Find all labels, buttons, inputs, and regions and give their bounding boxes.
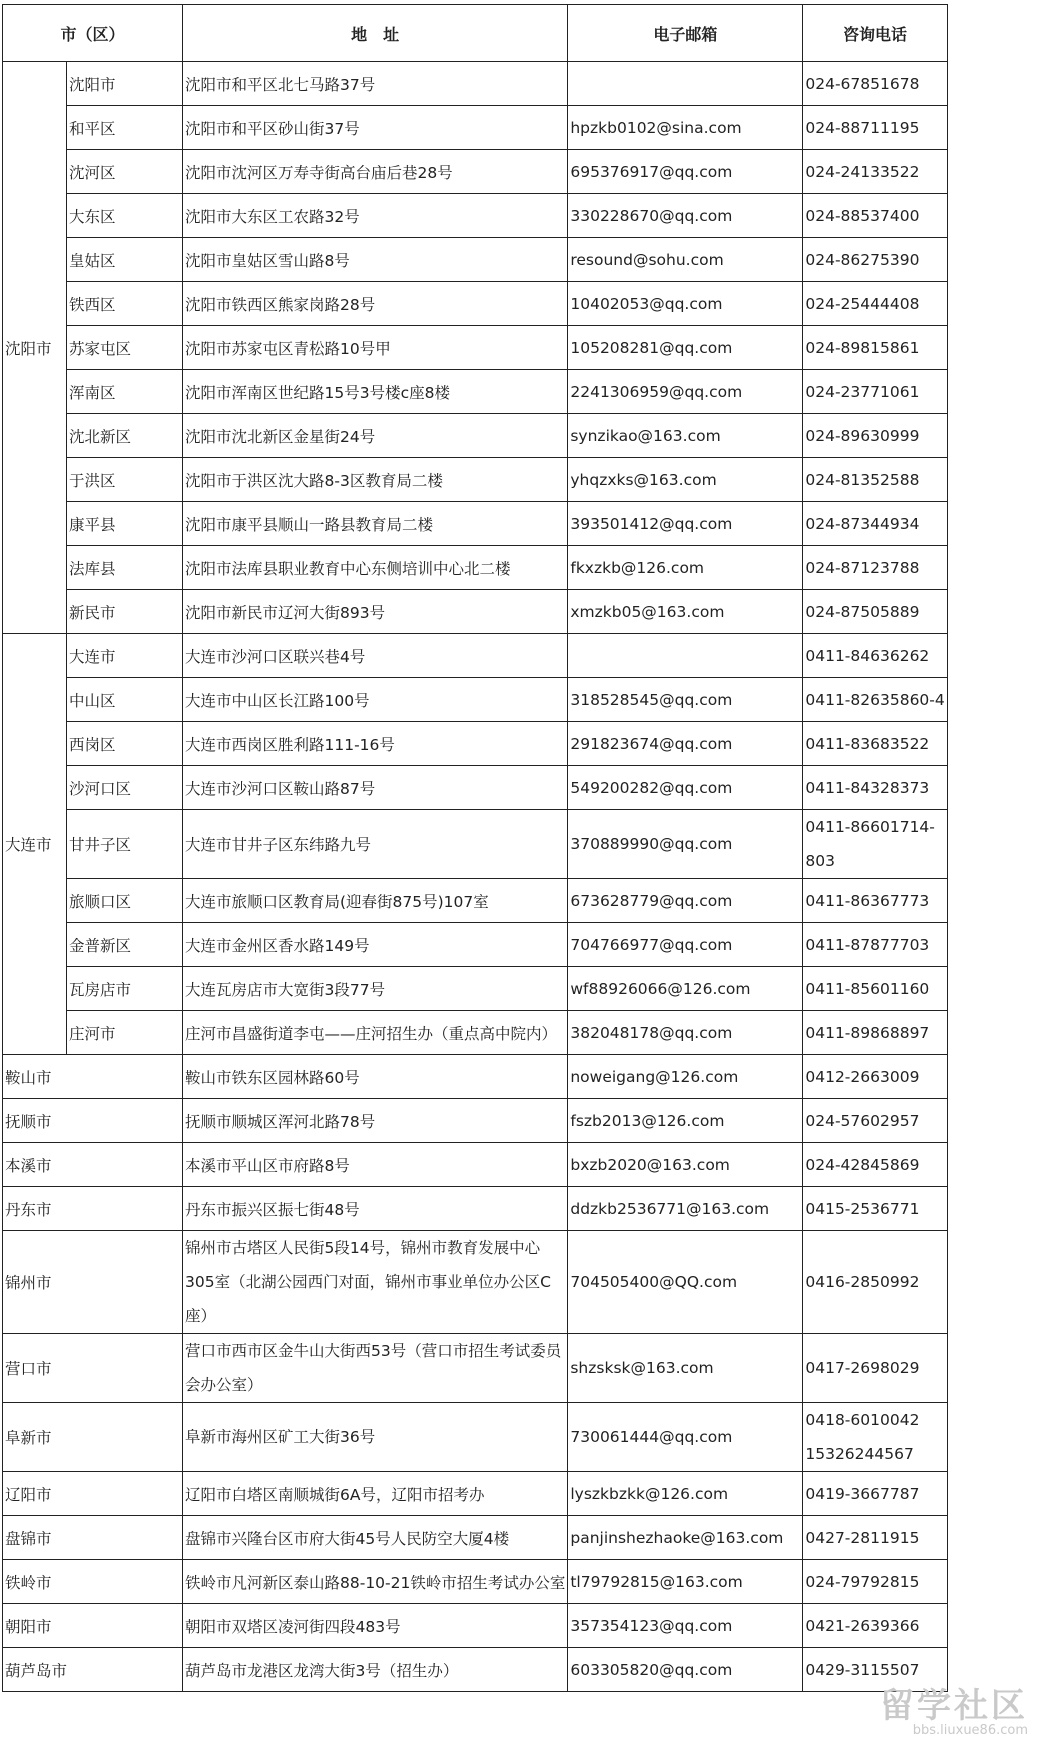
email-cell: fkxzkb@126.com bbox=[568, 546, 803, 590]
email-cell: wf88926066@126.com bbox=[568, 967, 803, 1011]
phone-cell: 0417-2698029 bbox=[803, 1334, 947, 1403]
table-row bbox=[3, 590, 948, 634]
table-row bbox=[3, 1055, 948, 1099]
table-row bbox=[3, 810, 948, 879]
address-cell: 大连市沙河口区鞍山路87号 bbox=[183, 766, 568, 810]
phone-cell: 024-57602957 bbox=[803, 1099, 947, 1143]
table-row bbox=[3, 766, 948, 810]
district-cell: 中山区 bbox=[67, 678, 183, 722]
email-cell: xmzkb05@163.com bbox=[568, 590, 803, 634]
table-row bbox=[3, 502, 948, 546]
phone-cell: 024-25444408 bbox=[803, 282, 947, 326]
district-cell: 皇姑区 bbox=[67, 238, 183, 282]
district-cell: 苏家屯区 bbox=[67, 326, 183, 370]
address-cell: 沈阳市浑南区世纪路15号3号楼c座8楼 bbox=[183, 370, 568, 414]
address-cell: 抚顺市顺城区浑河北路78号 bbox=[183, 1099, 568, 1143]
address-cell: 锦州市古塔区人民街5段14号，锦州市教育发展中心305室（北湖公园西门对面，锦州市事业单位办公区C座） bbox=[183, 1231, 568, 1334]
address-cell: 大连市金州区香水路149号 bbox=[183, 923, 568, 967]
phone-cell: 0412-2663009 bbox=[803, 1055, 947, 1099]
table-row bbox=[3, 923, 948, 967]
email-cell: 730061444@qq.com bbox=[568, 1403, 803, 1472]
address-cell: 庄河市昌盛街道李屯——庄河招生办（重点高中院内） bbox=[183, 1011, 568, 1055]
table-row bbox=[3, 1648, 948, 1692]
email-cell: tl79792815@163.com bbox=[568, 1560, 803, 1604]
table-row bbox=[3, 370, 948, 414]
table-row bbox=[3, 1011, 948, 1055]
email-cell: 105208281@qq.com bbox=[568, 326, 803, 370]
address-cell: 沈阳市铁西区熊家岗路28号 bbox=[183, 282, 568, 326]
district-cell: 沈北新区 bbox=[67, 414, 183, 458]
phone-cell: 0419-3667787 bbox=[803, 1472, 947, 1516]
district-cell: 大连市 bbox=[67, 634, 183, 678]
email-cell: noweigang@126.com bbox=[568, 1055, 803, 1099]
header-address: 地 址 bbox=[183, 5, 568, 62]
email-cell: shzsksk@163.com bbox=[568, 1334, 803, 1403]
phone-cell: 024-88711195 bbox=[803, 106, 947, 150]
phone-cell: 0421-2639366 bbox=[803, 1604, 947, 1648]
phone-cell: 024-79792815 bbox=[803, 1560, 947, 1604]
district-cell: 沈河区 bbox=[67, 150, 183, 194]
phone-cell: 0411-87877703 bbox=[803, 923, 947, 967]
city-cell: 营口市 bbox=[3, 1334, 183, 1403]
city-cell: 阜新市 bbox=[3, 1403, 183, 1472]
header-email: 电子邮箱 bbox=[568, 5, 803, 62]
table-row bbox=[3, 1187, 948, 1231]
phone-cell: 024-67851678 bbox=[803, 62, 947, 106]
table-row bbox=[3, 546, 948, 590]
header-city: 市（区） bbox=[3, 5, 183, 62]
phone-cell: 0411-89868897 bbox=[803, 1011, 947, 1055]
phone-cell: 0411-85601160 bbox=[803, 967, 947, 1011]
email-cell: 2241306959@qq.com bbox=[568, 370, 803, 414]
address-cell: 葫芦岛市龙港区龙湾大街3号（招生办） bbox=[183, 1648, 568, 1692]
table-row bbox=[3, 106, 948, 150]
address-cell: 大连市中山区长江路100号 bbox=[183, 678, 568, 722]
phone-cell: 024-87123788 bbox=[803, 546, 947, 590]
address-cell: 沈阳市法库县职业教育中心东侧培训中心北二楼 bbox=[183, 546, 568, 590]
table-row bbox=[3, 414, 948, 458]
phone-cell: 024-23771061 bbox=[803, 370, 947, 414]
city-cell: 鞍山市 bbox=[3, 1055, 183, 1099]
table-row bbox=[3, 1472, 948, 1516]
city-cell: 大连市 bbox=[3, 634, 67, 1055]
admissions-contact-table bbox=[2, 4, 948, 1692]
address-cell: 沈阳市苏家屯区青松路10号甲 bbox=[183, 326, 568, 370]
address-cell: 大连市旅顺口区教育局(迎春街875号)107室 bbox=[183, 879, 568, 923]
address-cell: 沈阳市和平区砂山街37号 bbox=[183, 106, 568, 150]
city-cell: 抚顺市 bbox=[3, 1099, 183, 1143]
address-cell: 沈阳市沈河区万寿寺街高台庙后巷28号 bbox=[183, 150, 568, 194]
address-cell: 丹东市振兴区振七街48号 bbox=[183, 1187, 568, 1231]
phone-cell: 0411-86601714-803 bbox=[803, 810, 947, 879]
address-cell: 沈阳市大东区工农路32号 bbox=[183, 194, 568, 238]
email-cell: ddzkb2536771@163.com bbox=[568, 1187, 803, 1231]
address-cell: 沈阳市皇姑区雪山路8号 bbox=[183, 238, 568, 282]
table-row bbox=[3, 150, 948, 194]
address-cell: 沈阳市于洪区沈大路8-3区教育局二楼 bbox=[183, 458, 568, 502]
email-cell: 330228670@qq.com bbox=[568, 194, 803, 238]
site-watermark bbox=[880, 1678, 1028, 1738]
district-cell: 法库县 bbox=[67, 546, 183, 590]
city-cell: 本溪市 bbox=[3, 1143, 183, 1187]
phone-cell: 0418-6010042 15326244567 bbox=[803, 1403, 947, 1472]
table-row bbox=[3, 1231, 948, 1334]
address-cell: 沈阳市和平区北七马路37号 bbox=[183, 62, 568, 106]
address-cell: 朝阳市双塔区凌河街四段483号 bbox=[183, 1604, 568, 1648]
email-cell: bxzb2020@163.com bbox=[568, 1143, 803, 1187]
phone-cell: 024-88537400 bbox=[803, 194, 947, 238]
phone-cell: 024-87344934 bbox=[803, 502, 947, 546]
watermark-url: bbs.liuxue86.com bbox=[912, 1723, 1028, 1738]
address-cell: 大连市沙河口区联兴巷4号 bbox=[183, 634, 568, 678]
table-row bbox=[3, 282, 948, 326]
city-cell: 沈阳市 bbox=[3, 62, 67, 634]
city-cell: 丹东市 bbox=[3, 1187, 183, 1231]
address-cell: 沈阳市新民市辽河大街893号 bbox=[183, 590, 568, 634]
phone-cell: 024-24133522 bbox=[803, 150, 947, 194]
phone-cell: 0427-2811915 bbox=[803, 1516, 947, 1560]
phone-cell: 0411-82635860-4 bbox=[803, 678, 947, 722]
email-cell: 382048178@qq.com bbox=[568, 1011, 803, 1055]
district-cell: 和平区 bbox=[67, 106, 183, 150]
address-cell: 沈阳市沈北新区金星街24号 bbox=[183, 414, 568, 458]
district-cell: 金普新区 bbox=[67, 923, 183, 967]
address-cell: 营口市西市区金牛山大街西53号（营口市招生考试委员会办公室） bbox=[183, 1334, 568, 1403]
district-cell: 铁西区 bbox=[67, 282, 183, 326]
city-cell: 辽阳市 bbox=[3, 1472, 183, 1516]
city-cell: 葫芦岛市 bbox=[3, 1648, 183, 1692]
address-cell: 阜新市海州区矿工大街36号 bbox=[183, 1403, 568, 1472]
city-cell: 锦州市 bbox=[3, 1231, 183, 1334]
email-cell: yhqzxks@163.com bbox=[568, 458, 803, 502]
table-row bbox=[3, 1099, 948, 1143]
email-cell: 704505400@QQ.com bbox=[568, 1231, 803, 1334]
district-cell: 甘井子区 bbox=[67, 810, 183, 879]
table-row bbox=[3, 722, 948, 766]
email-cell: 549200282@qq.com bbox=[568, 766, 803, 810]
table-row bbox=[3, 1143, 948, 1187]
email-cell: 357354123@qq.com bbox=[568, 1604, 803, 1648]
address-cell: 铁岭市凡河新区泰山路88-10-21铁岭市招生考试办公室 bbox=[183, 1560, 568, 1604]
phone-cell: 024-89815861 bbox=[803, 326, 947, 370]
email-cell: synzikao@163.com bbox=[568, 414, 803, 458]
address-cell: 大连市甘井子区东纬路九号 bbox=[183, 810, 568, 879]
header-phone: 咨询电话 bbox=[803, 5, 947, 62]
table-row bbox=[3, 62, 948, 106]
email-cell: fszb2013@126.com bbox=[568, 1099, 803, 1143]
phone-cell: 0411-86367773 bbox=[803, 879, 947, 923]
phone-cell: 024-89630999 bbox=[803, 414, 947, 458]
contact-table-wrapper bbox=[2, 4, 948, 1692]
table-row bbox=[3, 1516, 948, 1560]
district-cell: 西岗区 bbox=[67, 722, 183, 766]
email-cell bbox=[568, 62, 803, 106]
table-row bbox=[3, 1560, 948, 1604]
table-row bbox=[3, 1403, 948, 1472]
email-cell: 370889990@qq.com bbox=[568, 810, 803, 879]
phone-cell: 0416-2850992 bbox=[803, 1231, 947, 1334]
phone-cell: 024-42845869 bbox=[803, 1143, 947, 1187]
phone-cell: 0411-83683522 bbox=[803, 722, 947, 766]
email-cell: 673628779@qq.com bbox=[568, 879, 803, 923]
phone-cell: 0411-84636262 bbox=[803, 634, 947, 678]
phone-cell: 0411-84328373 bbox=[803, 766, 947, 810]
table-row bbox=[3, 634, 948, 678]
phone-cell: 0415-2536771 bbox=[803, 1187, 947, 1231]
phone-cell: 024-87505889 bbox=[803, 590, 947, 634]
table-row bbox=[3, 678, 948, 722]
table-body bbox=[3, 62, 948, 1692]
email-cell bbox=[568, 634, 803, 678]
address-cell: 沈阳市康平县顺山一路县教育局二楼 bbox=[183, 502, 568, 546]
address-cell: 盘锦市兴隆台区市府大街45号人民防空大厦4楼 bbox=[183, 1516, 568, 1560]
district-cell: 瓦房店市 bbox=[67, 967, 183, 1011]
city-cell: 朝阳市 bbox=[3, 1604, 183, 1648]
table-row bbox=[3, 458, 948, 502]
table-row bbox=[3, 879, 948, 923]
district-cell: 大东区 bbox=[67, 194, 183, 238]
district-cell: 沈阳市 bbox=[67, 62, 183, 106]
address-cell: 辽阳市白塔区南顺城街6A号，辽阳市招考办 bbox=[183, 1472, 568, 1516]
district-cell: 浑南区 bbox=[67, 370, 183, 414]
table-row bbox=[3, 1604, 948, 1648]
email-cell: 318528545@qq.com bbox=[568, 678, 803, 722]
address-cell: 本溪市平山区市府路8号 bbox=[183, 1143, 568, 1187]
city-cell: 铁岭市 bbox=[3, 1560, 183, 1604]
email-cell: panjinshezhaoke@163.com bbox=[568, 1516, 803, 1560]
district-cell: 旅顺口区 bbox=[67, 879, 183, 923]
phone-cell: 0429-3115507 bbox=[803, 1648, 947, 1692]
district-cell: 庄河市 bbox=[67, 1011, 183, 1055]
phone-cell: 024-81352588 bbox=[803, 458, 947, 502]
email-cell: resound@sohu.com bbox=[568, 238, 803, 282]
table-row bbox=[3, 1334, 948, 1403]
email-cell: 695376917@qq.com bbox=[568, 150, 803, 194]
email-cell: 393501412@qq.com bbox=[568, 502, 803, 546]
email-cell: 10402053@qq.com bbox=[568, 282, 803, 326]
city-cell: 盘锦市 bbox=[3, 1516, 183, 1560]
address-cell: 大连瓦房店市大宽街3段77号 bbox=[183, 967, 568, 1011]
email-cell: 704766977@qq.com bbox=[568, 923, 803, 967]
watermark-logo-text: 留学社区 bbox=[880, 1686, 1028, 1726]
table-row bbox=[3, 194, 948, 238]
table-header-row bbox=[3, 5, 948, 62]
address-cell: 鞍山市铁东区园林路60号 bbox=[183, 1055, 568, 1099]
district-cell: 康平县 bbox=[67, 502, 183, 546]
district-cell: 新民市 bbox=[67, 590, 183, 634]
email-cell: 291823674@qq.com bbox=[568, 722, 803, 766]
phone-cell: 024-86275390 bbox=[803, 238, 947, 282]
email-cell: 603305820@qq.com bbox=[568, 1648, 803, 1692]
district-cell: 于洪区 bbox=[67, 458, 183, 502]
table-row bbox=[3, 238, 948, 282]
address-cell: 大连市西岗区胜利路111-16号 bbox=[183, 722, 568, 766]
table-row bbox=[3, 967, 948, 1011]
table-row bbox=[3, 326, 948, 370]
email-cell: hpzkb0102@sina.com bbox=[568, 106, 803, 150]
district-cell: 沙河口区 bbox=[67, 766, 183, 810]
email-cell: lyszkbzkk@126.com bbox=[568, 1472, 803, 1516]
